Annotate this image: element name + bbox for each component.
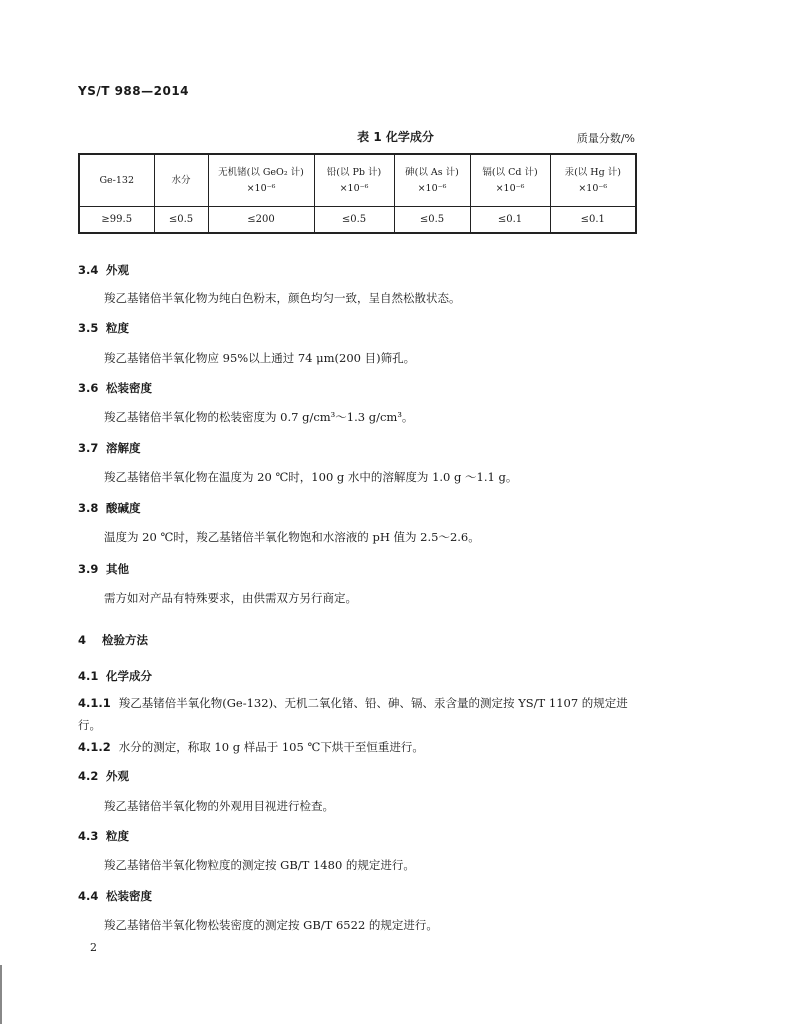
section-text-3-4: 羧乙基锗倍半氧化物为纯白色粉末，颜色均匀一致，呈自然松散状态。 (104, 291, 461, 305)
section-heading-3-9: 3.9 其他 (78, 562, 129, 576)
col-header-as: 砷(以 As 计) ×10⁻⁶ (394, 154, 470, 207)
section-text-4-3: 羧乙基锗倍半氧化物粒度的测定按 GB/T 1480 的规定进行。 (104, 858, 415, 872)
page-number: 2 (90, 941, 97, 954)
section-text-3-5: 羧乙基锗倍半氧化物应 95%以上通过 74 μm(200 目)筛孔。 (104, 351, 416, 365)
table-cell: ≥99.5 (79, 207, 154, 234)
section-text-3-6: 羧乙基锗倍半氧化物的松装密度为 0.7 g/cm³～1.3 g/cm³。 (104, 410, 414, 424)
section-text-4-1-1: 4.1.1 羧乙基锗倍半氧化物(Ge-132)、无机二氧化锗、铅、砷、镉、汞含量的测定按 YS/T 1107 的规定进行。 (78, 696, 628, 732)
section-text-3-9: 需方如对产品有特殊要求，由供需双方另行商定。 (104, 591, 357, 605)
col-header-cd: 镉(以 Cd 计) ×10⁻⁶ (470, 154, 550, 207)
scan-edge-line (0, 965, 2, 1024)
col-header-moisture: 水分 (154, 154, 208, 207)
table-unit: 质量分数/% (576, 132, 635, 145)
table-title: 表 1 化学成分 (357, 130, 434, 144)
section-text-4-2: 羧乙基锗倍半氧化物的外观用目视进行检查。 (104, 799, 334, 813)
col-header-geo2: 无机锗(以 GeO₂ 计) ×10⁻⁶ (208, 154, 314, 207)
section-text-3-7: 羧乙基锗倍半氧化物在温度为 20 ℃时，100 g 水中的溶解度为 1.0 g ～1.1 g。 (104, 470, 518, 484)
table-cell: ≤0.5 (154, 207, 208, 234)
section-text-4-1-2: 4.1.2 水分的测定，称取 10 g 样品于 105 ℃下烘干至恒重进行。 (78, 740, 424, 754)
section-heading-3-4: 3.4 外观 (78, 263, 129, 277)
col-header-ge132: Ge-132 (79, 154, 154, 207)
section-heading-4-3: 4.3 粒度 (78, 829, 129, 843)
table-cell: ≤0.5 (314, 207, 394, 234)
section-heading-3-5: 3.5 粒度 (78, 321, 129, 335)
table-cell: ≤0.5 (394, 207, 470, 234)
section-heading-3-6: 3.6 松装密度 (78, 381, 152, 395)
section-heading-4: 4 检验方法 (78, 633, 148, 647)
section-text-4-4: 羧乙基锗倍半氧化物松装密度的测定按 GB/T 6522 的规定进行。 (104, 918, 438, 932)
section-heading-4-1: 4.1 化学成分 (78, 669, 152, 683)
document-code: YS/T 988—2014 (78, 84, 190, 98)
col-header-hg: 汞(以 Hg 计) ×10⁻⁶ (550, 154, 636, 207)
table-cell: ≤0.1 (550, 207, 636, 234)
table-cell: ≤0.1 (470, 207, 550, 234)
section-heading-3-7: 3.7 溶解度 (78, 441, 141, 455)
section-heading-4-2: 4.2 外观 (78, 769, 129, 783)
section-text-3-8: 温度为 20 ℃时，羧乙基锗倍半氧化物饱和水溶液的 pH 值为 2.5～2.6。 (104, 530, 480, 544)
table-cell: ≤200 (208, 207, 314, 234)
chemical-composition-table (78, 153, 637, 234)
section-heading-3-8: 3.8 酸碱度 (78, 501, 141, 515)
col-header-pb: 铅(以 Pb 计) ×10⁻⁶ (314, 154, 394, 207)
table-row (79, 207, 636, 234)
section-heading-4-4: 4.4 松装密度 (78, 889, 152, 903)
table-header-row (79, 154, 636, 207)
